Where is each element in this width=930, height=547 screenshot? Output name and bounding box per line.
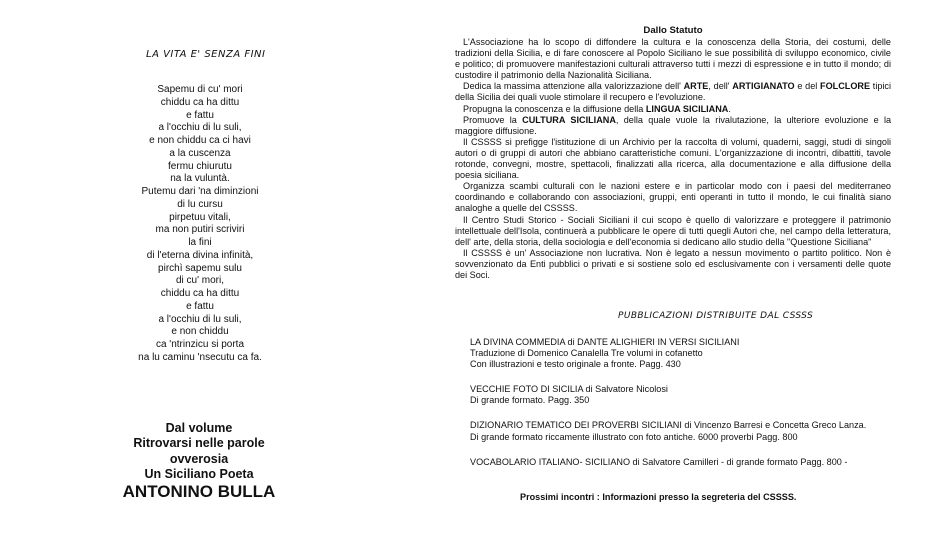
publication-title: DIZIONARIO TEMATICO DEI PROVERBI SICILIANI di Vincenzo Barresi e Concetta Greco Lanza. bbox=[470, 420, 867, 431]
text-run: , della quale vuole la rivalutazione, la ulteriore evoluzione e la maggiore diffusione. bbox=[455, 114, 892, 136]
credits-line: Un Siciliano Poeta bbox=[144, 466, 254, 481]
publication-title: LA DIVINA COMMEDIA di DANTE ALIGHIERI IN VERSI SICILIANI bbox=[470, 337, 740, 347]
poem-line: e fattu bbox=[186, 109, 214, 121]
author-name: ANTONINO BULLA bbox=[122, 482, 276, 502]
poem-line: di cu' mori, bbox=[175, 275, 225, 287]
poem-line: Sapemu di cu' mori bbox=[157, 84, 243, 95]
poem-line: pirchì sapemu sulu bbox=[158, 262, 242, 274]
publication-item bbox=[470, 384, 890, 406]
poem-line: na lu caminu 'nsecutu ca fa. bbox=[138, 351, 262, 363]
poem-line: chiddu ca ha dittu bbox=[160, 96, 240, 108]
statute-title: Dallo Statuto bbox=[643, 25, 703, 36]
text-run: Promuove la bbox=[463, 114, 523, 125]
poem-line: e non chiddu ca ci havi bbox=[149, 135, 251, 146]
poem-line: na la vuluntà. bbox=[170, 173, 230, 185]
publication-title: VOCABOLARIO ITALIANO- SICILIANO di Salvatore Camilleri - di grande formato Pagg. 800 - bbox=[470, 456, 848, 467]
poem-line: di lu cursu bbox=[177, 198, 223, 210]
publications-title: PUBBLICAZIONI DISTRIBUITE DAL CSSSS bbox=[618, 311, 814, 321]
publication-item bbox=[470, 420, 890, 442]
bold-term: ARTIGIANATO bbox=[732, 81, 795, 92]
statute-paragraph bbox=[455, 81, 891, 103]
statute-section bbox=[455, 25, 891, 281]
text-run: e del bbox=[794, 81, 821, 92]
bold-term: FOLCLORE bbox=[820, 81, 871, 92]
left-panel bbox=[0, 0, 400, 547]
poem-line: a l'occhiu di lu suli, bbox=[158, 313, 242, 325]
bold-term: ARTE bbox=[683, 81, 709, 92]
publication-detail: Di grande formato riccamente illustrato con foto antiche. 6000 proverbi Pagg. 800 bbox=[470, 431, 798, 442]
poem-line: e non chiddu bbox=[171, 326, 229, 338]
statute-paragraph: Il Centro Studi Storico - Sociali Siciliani il cui scopo è quello di valorizzare e proteggere il patrimonio intellettuale dell'Isola, continuerà a pubblicare le opere di tutti quegli Autori che, nel campo della letteratura, dell' arte, della storia, della sociologia e dell'economia si dedicano allo studio della "Questione Siciliana" bbox=[455, 214, 891, 247]
poem-body bbox=[118, 84, 282, 365]
book-credits bbox=[110, 421, 288, 502]
statute-paragraph bbox=[455, 115, 891, 137]
publication-detail: Di grande formato. Pagg. 350 bbox=[470, 395, 590, 406]
publication-title: VECCHIE FOTO DI SICILIA di Salvatore Nicolosi bbox=[470, 384, 668, 395]
statute-paragraph: L'Associazione ha lo scopo di diffondere la cultura e la conoscenza della Storia, dei costumi, delle tradizioni della Sicilia, e di fare conoscere al Popolo Siciliano le sue possibilità di sviluppo economico, civile e politico; di promuovere manifestazioni culturali attraverso tutti i mezzi di espressione e in tutto il mondo; di custodire il patrimonio della Nazionalità Siciliana. bbox=[455, 37, 891, 81]
poem-line: pirpetuu vitali, bbox=[169, 211, 231, 223]
text-run: Propugna la conoscenza e la diffusione della bbox=[463, 103, 646, 114]
publication-item bbox=[470, 457, 890, 468]
next-meetings-note: Prossimi incontri : Informazioni presso la segreteria del CSSSS. bbox=[520, 492, 797, 502]
poem-line: e fattu bbox=[186, 300, 214, 312]
poem-line: a l'occhiu di lu suli, bbox=[158, 122, 242, 134]
statute-paragraph: Il CSSSS si prefigge l'istituzione di un Archivio per la raccolta di volumi, quaderni, saggi, studi di singoli autori o di gruppi di autori che abbiano caratteristiche comuni. L'organizzazione di incontri, dibattiti, tavole rotonde, convegni, mostre, spettacoli, finalizzati alla ricerca, alla documentazione e alla diffusione della poesia siciliana. bbox=[455, 136, 891, 181]
bold-term: CULTURA SICILIANA bbox=[522, 114, 616, 125]
credits-line: ovverosia bbox=[169, 451, 229, 466]
poem-line: di l'eterna divina infinità, bbox=[146, 249, 254, 261]
statute-paragraph: Organizza scambi culturali con le nazioni estere e in particolar modo con i paesi del mediterraneo coordinando e collaborando con associazioni, gruppi, enti operanti in tutto il mondo, le cui finalità siano analoghe a quelle del CSSSS. bbox=[455, 181, 891, 214]
statute-paragraph bbox=[455, 104, 891, 115]
publication-detail: Traduzione di Domenico Canalella Tre volumi in cofanetto bbox=[470, 348, 703, 359]
text-run: Dedica la massima attenzione alla valorizzazione dell' bbox=[463, 81, 684, 92]
statute-body bbox=[455, 37, 891, 281]
text-run: tipici della Sicilia dei quali vuole stimolare il recupero e l'evoluzione. bbox=[455, 81, 891, 103]
poem-line: ca 'ntrinzicu si porta bbox=[155, 339, 245, 350]
poem-line: la fini bbox=[188, 237, 212, 248]
poem-title: LA VITA E' SENZA FINI bbox=[146, 49, 266, 60]
bold-term: LINGUA SICILIANA bbox=[645, 103, 729, 114]
statute-paragraph: Il CSSSS è un' Associazione non lucrativa. Non è legato a nessun movimento o partito politico. Non è sovvenzionato da Enti pubblici o privati e si sostiene solo ed esclusivamente con i versamenti delle quote dei Soci. bbox=[455, 247, 891, 280]
credits-line: Ritrovarsi nelle parole bbox=[133, 436, 265, 451]
publication-item bbox=[470, 337, 890, 370]
text-run: . bbox=[728, 103, 731, 114]
credits-line: Dal volume bbox=[165, 421, 233, 435]
poem-line: fermu chiurutu bbox=[168, 160, 232, 172]
publication-detail: Con illustrazioni e testo originale a fronte. Pagg. 430 bbox=[470, 359, 681, 370]
text-run: , dell' bbox=[708, 81, 733, 92]
poem-line: ma non putiri scriviri bbox=[155, 224, 245, 236]
poem-line: Putemu dari 'na diminzioni bbox=[141, 186, 259, 197]
poem-line: chiddu ca ha dittu bbox=[160, 288, 240, 299]
poem-line: a la cuscenza bbox=[169, 147, 231, 159]
publications-list bbox=[470, 337, 890, 482]
